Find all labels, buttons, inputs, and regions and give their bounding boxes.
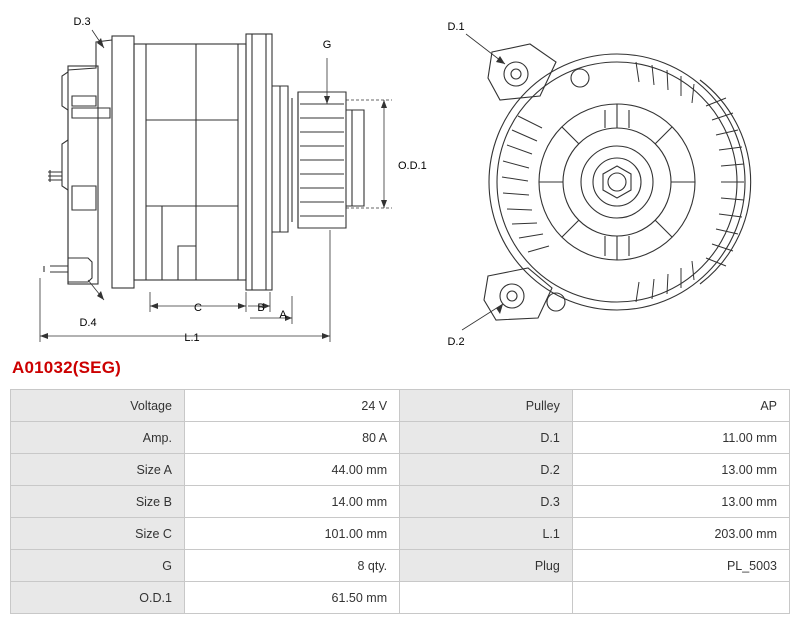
label-b: B [257, 302, 265, 314]
spec-value: AP [572, 390, 789, 422]
table-row [11, 422, 790, 454]
label-g: G [322, 39, 332, 51]
label-a: A [279, 309, 287, 321]
label-d3: D.3 [73, 16, 91, 28]
spec-label: L.1 [400, 518, 573, 550]
spec-value: 8 qty. [184, 550, 399, 582]
table-row [11, 486, 790, 518]
label-c: C [194, 302, 202, 314]
spec-empty-cell [400, 582, 573, 614]
part-number-title: A01032(SEG) [12, 358, 121, 377]
spec-value: 13.00 mm [572, 454, 789, 486]
table-row [11, 582, 790, 614]
spec-empty-cell [572, 582, 789, 614]
spec-label: Size B [11, 486, 185, 518]
spec-value: 61.50 mm [184, 582, 399, 614]
spec-label: Voltage [11, 390, 185, 422]
label-d2: D.2 [447, 336, 465, 348]
spec-label: Size A [11, 454, 185, 486]
table-row [11, 390, 790, 422]
label-od1: O.D.1 [398, 160, 427, 172]
spec-label: O.D.1 [11, 582, 185, 614]
spec-label: Plug [400, 550, 573, 582]
spec-value: 14.00 mm [184, 486, 399, 518]
table-row [11, 518, 790, 550]
spec-label: D.3 [400, 486, 573, 518]
label-d1: D.1 [447, 21, 465, 33]
table-row [11, 454, 790, 486]
spec-label: D.2 [400, 454, 573, 486]
spec-value: 203.00 mm [572, 518, 789, 550]
label-l1: L.1 [184, 332, 200, 344]
spec-label: Amp. [11, 422, 185, 454]
spec-label: Pulley [400, 390, 573, 422]
spec-value: 101.00 mm [184, 518, 399, 550]
spec-value: PL_5003 [572, 550, 789, 582]
spec-label: D.1 [400, 422, 573, 454]
spec-value: 13.00 mm [572, 486, 789, 518]
spec-value: 80 A [184, 422, 399, 454]
spec-label: G [11, 550, 185, 582]
spec-value: 11.00 mm [572, 422, 789, 454]
spec-value: 44.00 mm [184, 454, 399, 486]
spec-label: Size C [11, 518, 185, 550]
specifications-table [10, 389, 790, 614]
label-d4: D.4 [79, 317, 97, 329]
spec-value: 24 V [184, 390, 399, 422]
table-row [11, 550, 790, 582]
